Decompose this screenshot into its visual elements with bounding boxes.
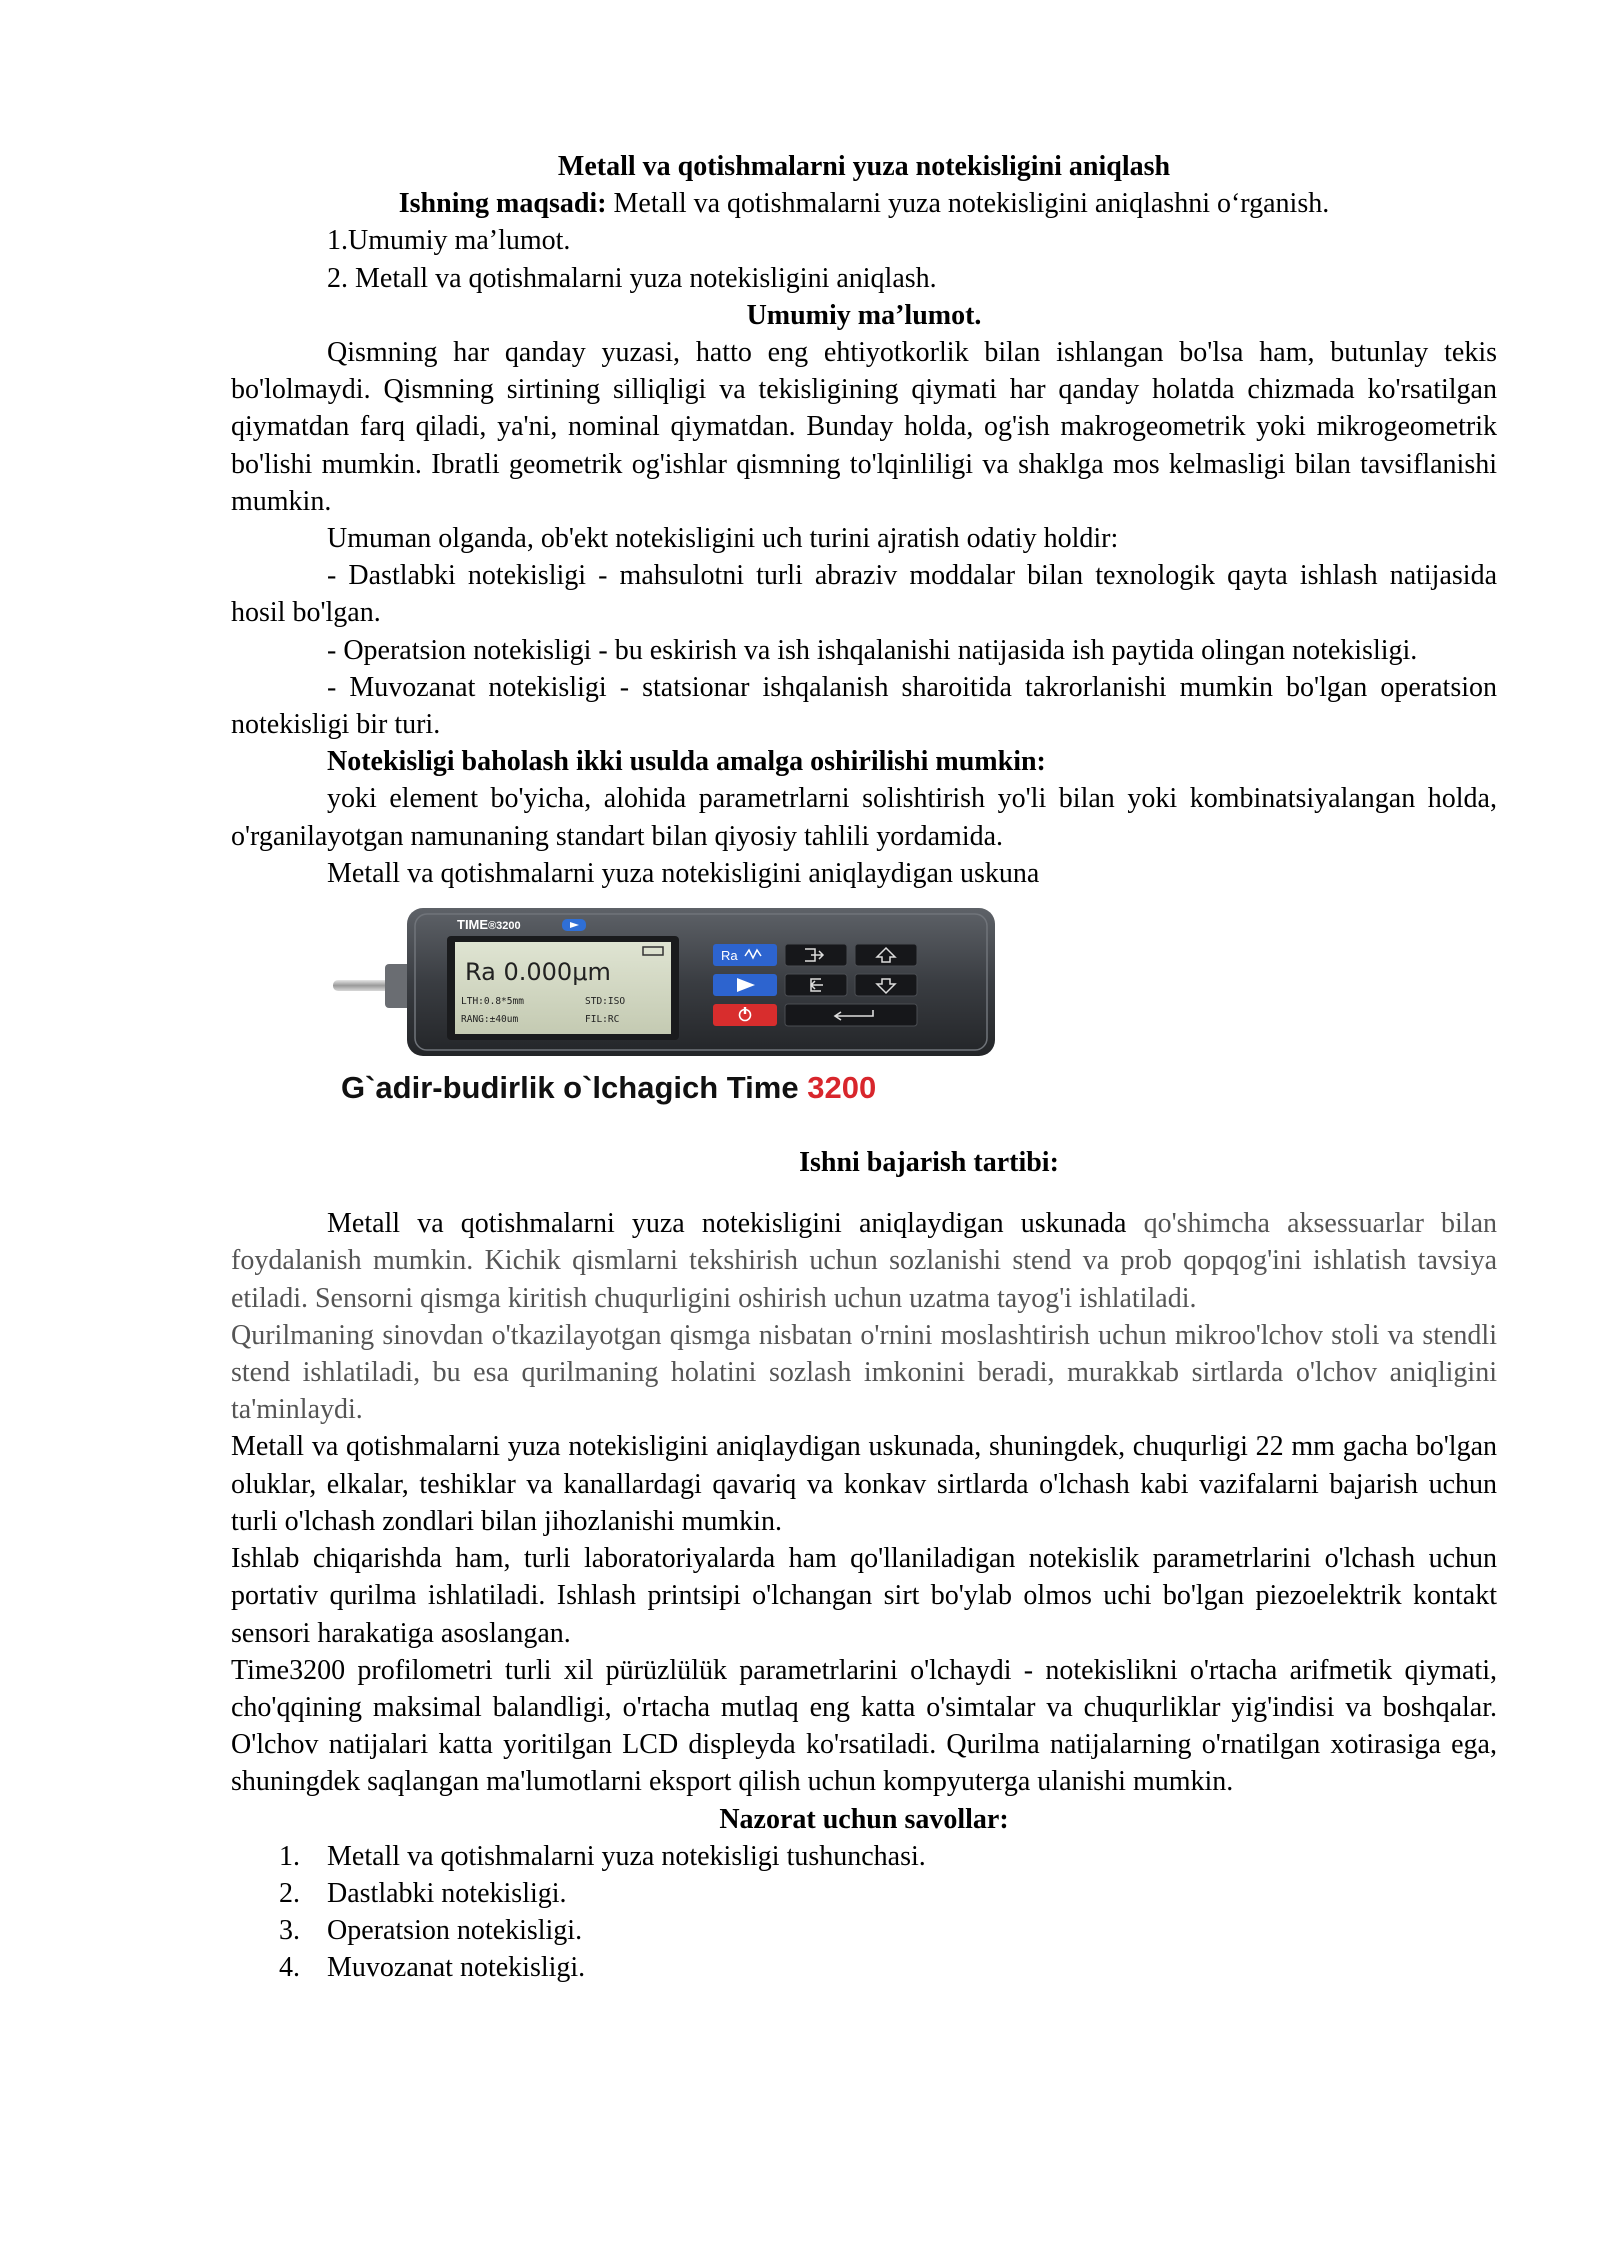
paragraph: Ishlab chiqarishda ham, turli laboratoriyalarda ham qo'llaniladigan notekislik parametrlarini o'lchash uchun portativ qurilma ishlatiladi. Ishlash printsipi o'lchangan sirt bo'ylab olmos uchi bo'lgan piezoelektrik kontakt sensori harakatiga asoslangan. xyxy=(231,1543,1497,1649)
screen-fil: FIL:RC xyxy=(585,1014,620,1026)
paragraph: Qismning har qanday yuzasi, hatto eng ehtiyotkorlik bilan ishlangan bo'lsa ham, butunlay tekis bo'lolmaydi. Qismning sirtining silliqligi va tekisligining qiymati har qanday holatda chizmada ko'rsatilgan qiymatdan farq qiladi, ya'ni, nominal qiymatdan. Bunday holda, og'ish makrogeometrik yoki mikrogeometrik bo'lishi mumkin. Ibratli geometrik og'ishlar qismning to'lqinliligi va shaklga mos kelmasligi bilan tavsiflanishi mumkin. xyxy=(231,337,1497,517)
paragraph: - Operatsion notekisligi - bu eskirish va ish ishqalanishi natijasida ish paytida olingan notekisligi. xyxy=(327,634,1418,666)
paragraph: Umuman olganda, ob'ekt notekisligini uch turini ajratish odatiy holdir: xyxy=(327,523,1119,555)
list-item: 4. Muvozanat notekisligi. xyxy=(279,1952,586,1984)
device-figure xyxy=(327,898,1497,1120)
document-page xyxy=(231,148,1497,1987)
questions-heading: Nazorat uchun savollar: xyxy=(719,1803,1009,1835)
screen-std: STD:ISO xyxy=(585,996,626,1008)
device-caption: G`adir-budirlik o`lchagich Time 3200 xyxy=(341,1070,877,1106)
list-item: 1. Metall va qotishmalarni yuza notekisligi tushunchasi. xyxy=(279,1840,926,1872)
paragraph: Time3200 profilometri turli xil pürüzlülük parametrlarini o'lchaydi - notekislikni o'rtacha arifmetik qiymati, cho'qqining maksimal balandligi, o'rtacha mutlaq eng katta o'simtalar va chuqurliklar yig'indisi va boshqalar. O'lchov natijalari katta yoritilgan LCD displeyda ko'rsatiladi. Qurilma natijalarning o'rnatilgan xotirasiga ega, shuningdek saqlangan ma'lumotlarni eksport qilish uchun kompyuterga ulanishi mumkin. xyxy=(231,1654,1497,1798)
list-item: 2. Dastlabki notekisligi. xyxy=(279,1877,567,1909)
device-intro: Metall va qotishmalarni yuza notekisligini aniqlaydigan uskuna xyxy=(327,857,1040,889)
screen-lth: LTH:0.8*5mm xyxy=(461,996,524,1008)
procedure-p1-black: Metall va qotishmalarni yuza notekisligini aniqlaydigan uskunada xyxy=(327,1208,1144,1240)
section-heading-general: Umumiy ma’lumot. xyxy=(746,299,982,331)
outline-item-1: 1.Umumiy ma’lumot. xyxy=(327,225,571,257)
section-heading-procedure: Ishni bajarish tartibi: xyxy=(799,1147,1059,1179)
goal-line xyxy=(231,185,1497,222)
list-item: 3. Operatsion notekisligi. xyxy=(279,1915,583,1947)
device-image xyxy=(327,898,1007,1120)
paragraph: yoki element bo'yicha, alohida parametrlarni solishtirish yo'li bilan yoki kombinatsiyalangan holda, o'rganilayotgan namunaning standart bilan qiyosiy tahlili yordamida. xyxy=(231,783,1497,852)
paragraph: - Dastlabki notekisligi - mahsulotni turli abraziv moddalar bilan texnologik qayta ishlash natijasida hosil bo'lgan. xyxy=(231,560,1497,629)
outline-item-2: 2. Metall va qotishmalarni yuza notekisligini aniqlash. xyxy=(327,262,937,294)
paragraph: Metall va qotishmalarni yuza notekisligini aniqlaydigan uskunada, shuningdek, chuqurligi 22 mm gacha bo'lgan oluklar, elkalar, teshiklar va kanallardagi qavariq va konkav sirtlarda o'lchash kabi vazifalarni bajarish uchun turli o'lchash zondlari bilan jihozlanishi mumkin. xyxy=(231,1431,1497,1537)
procedure-p1-gray: qo'shimcha aksessuarlar bilan foydalanish mumkin. Kichik qismlarni tekshirish uchun sozlanishi stend va prob qopqog'ini ishlatish tavsiya etiladi. Sensorni qismga kiritish chuqurligini oshirish uchun uzatma tayog'i ishlatiladi. xyxy=(231,1208,1498,1314)
goal-label: Ishning maqsadi: xyxy=(398,188,607,220)
ra-key-label: Ra xyxy=(721,948,738,964)
paragraph: - Muvozanat notekisligi - statsionar ishqalanish sharoitida takrorlanishi mumkin bo'lgan operatsion notekisligi bir turi. xyxy=(231,671,1497,741)
enter-key[interactable] xyxy=(785,1004,917,1026)
screen-reading: Ra 0.000μm xyxy=(465,958,611,987)
assessment-heading: Notekisligi baholash ikki usulda amalga oshirilishi mumkin: xyxy=(327,746,1046,778)
questions-list xyxy=(231,1838,1497,1987)
procedure-paragraph-2: Qurilmaning sinovdan o'tkazilayotgan qismga nisbatan o'rnini moslashtirish uchun mikroo'lchov stoli va stendli stend ishlatiladi, bu esa qurilmaning holatini sozlash imkonini beradi, murakkab sirtlarda o'lchov aniqligini ta'minlaydi. xyxy=(231,1319,1497,1426)
procedure-paragraph-1 xyxy=(231,1205,1497,1317)
goal-text: Metall va qotishmalarni yuza notekisligini aniqlashni o‘rganish. xyxy=(606,188,1330,220)
device-brand: TIME®3200 xyxy=(457,917,521,933)
document-title: Metall va qotishmalarni yuza notekisligini aniqlash xyxy=(557,151,1171,182)
screen-rang: RANG:±40um xyxy=(461,1014,519,1026)
